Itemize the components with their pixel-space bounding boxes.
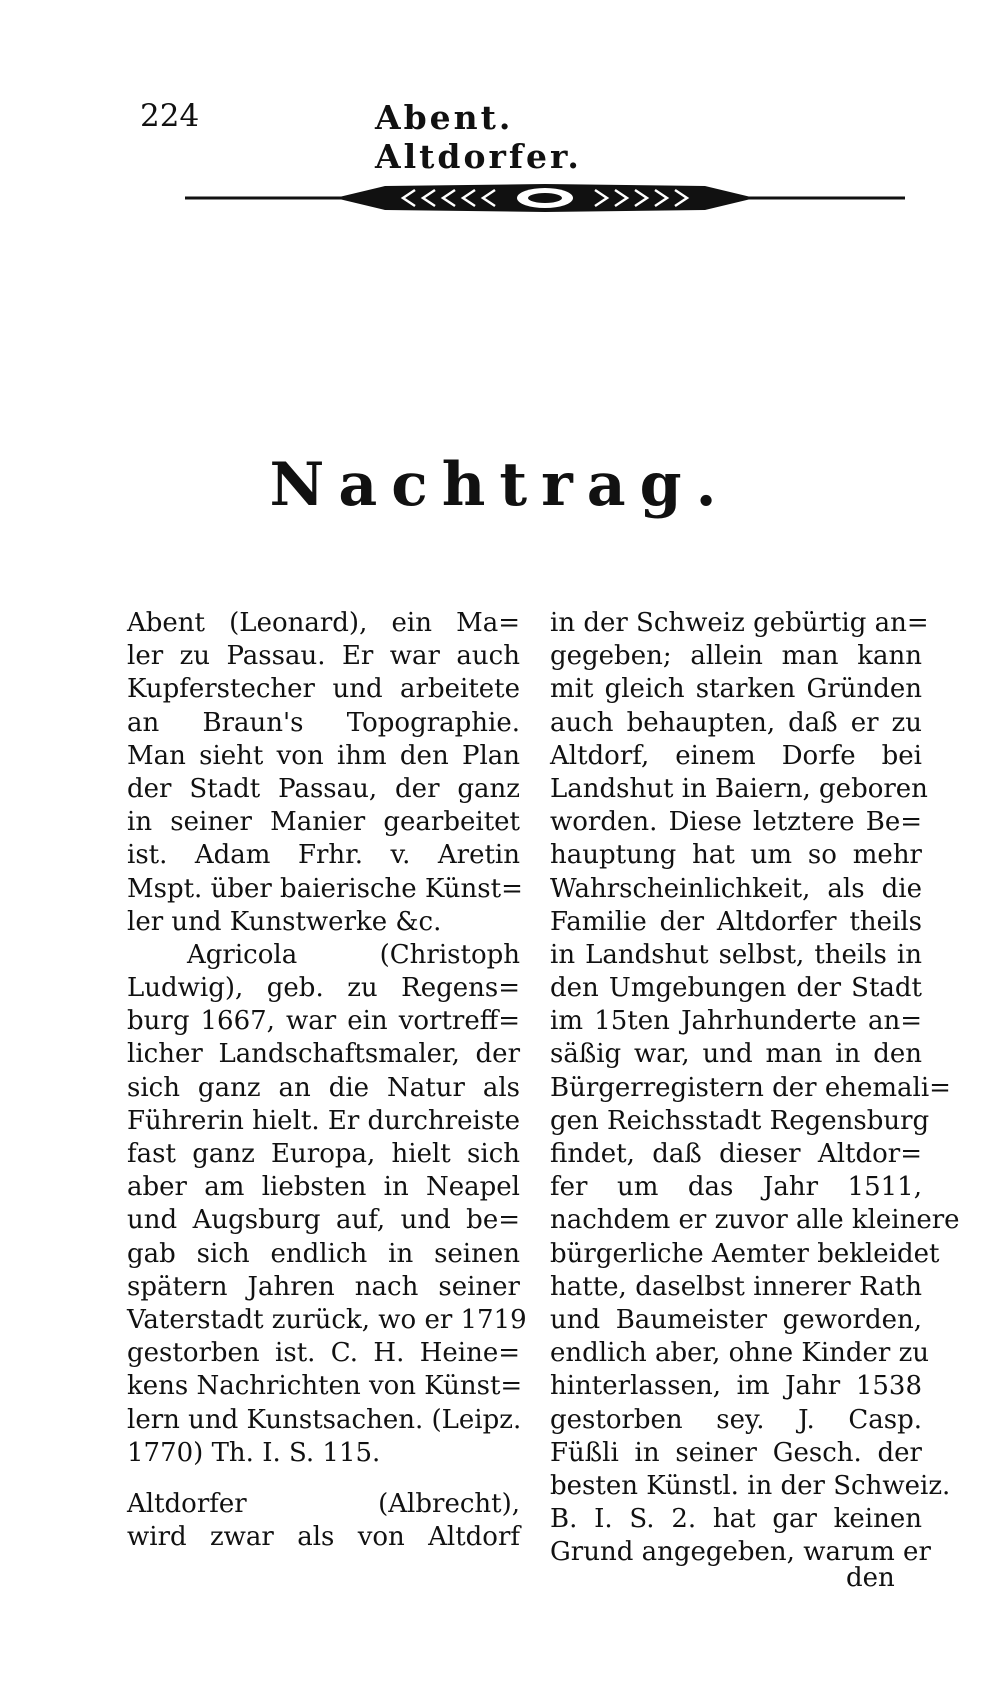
- text-line: den Umgebungen der Stadt: [550, 973, 922, 1004]
- text-line: an Braun's Topographie.: [127, 707, 520, 738]
- text-line: in der Schweiz gebürtig an=: [550, 608, 929, 638]
- text-line: Familie der Altdorfer theils: [550, 906, 922, 937]
- text-line: gen Reichsstadt Regensburg: [550, 1105, 930, 1136]
- text-line: hinterlassen, im Jahr 1538: [550, 1371, 922, 1402]
- text-line: Man sieht von ihm den Plan: [127, 740, 520, 771]
- text-line: Altdorf, einem Dorfe bei: [550, 740, 922, 771]
- text-line: gab sich endlich in seinen: [127, 1238, 520, 1269]
- text-line: ler und Kunstwerke &c.: [127, 906, 442, 937]
- text-line: endlich aber, ohne Kinder zu: [550, 1338, 930, 1369]
- text-line: Abent (Leonard), ein Ma=: [127, 608, 520, 638]
- text-line: 1770) Th. I. S. 115.: [127, 1437, 381, 1468]
- catchword: den: [846, 1563, 895, 1593]
- text-line: gegeben; allein man kann: [550, 641, 922, 672]
- text-line: in seiner Manier gearbeitet: [127, 807, 520, 838]
- text-line: spätern Jahren nach seiner: [127, 1271, 520, 1302]
- text-line: kens Nachrichten von Künst=: [127, 1371, 523, 1402]
- running-head: [140, 98, 700, 176]
- text-line: aber am liebsten in Neapel: [127, 1172, 520, 1203]
- text-line: und Augsburg auf, und be=: [127, 1205, 520, 1236]
- text-line: findet, daß dieser Altdor=: [550, 1139, 922, 1169]
- text-line: Landshut in Baiern, geboren: [550, 773, 928, 804]
- decorative-rule-ornament-icon: [185, 180, 905, 216]
- text-line: der Stadt Passau, der ganz: [127, 773, 520, 804]
- text-line: und Baumeister geworden,: [550, 1304, 922, 1335]
- text-line: in Landshut selbst, theils in: [550, 939, 922, 970]
- running-title: Abent. Altdorfer.: [375, 98, 582, 176]
- text-line: Wahrscheinlichkeit, als die: [550, 873, 922, 904]
- text-line: ler zu Passau. Er war auch: [127, 641, 520, 672]
- text-line: fer um das Jahr 1511,: [550, 1172, 922, 1203]
- text-line: bürgerliche Aemter bekleidet: [550, 1238, 940, 1269]
- text-line: Füßli in seiner Gesch. der: [550, 1437, 922, 1468]
- text-line: hatte, daselbst innerer Rath: [550, 1271, 922, 1302]
- text-line: Mspt. über baierische Künst=: [127, 873, 523, 904]
- text-line: auch behaupten, daß er zu: [550, 707, 922, 738]
- section-heading: Nachtrag.: [269, 450, 731, 520]
- text-line: Vaterstadt zurück, wo er 1719: [127, 1304, 527, 1335]
- text-line: B. I. S. 2. hat gar keinen: [550, 1504, 922, 1535]
- text-line: Agricola (Christoph: [187, 939, 520, 970]
- text-line: fast ganz Europa, hielt sich: [127, 1139, 520, 1169]
- text-line: Grund angegeben, warum er: [550, 1537, 931, 1568]
- text-line: besten Künstl. in der Schweiz.: [550, 1470, 951, 1501]
- page-number: 224: [140, 98, 200, 134]
- text-line: hauptung hat um so mehr: [550, 840, 922, 871]
- right-text-column: [550, 607, 960, 1569]
- text-line: mit gleich starken Gründen: [550, 674, 922, 705]
- text-line: im 15ten Jahrhunderte an=: [550, 1006, 922, 1037]
- text-line: Führerin hielt. Er durchreiste: [127, 1105, 520, 1136]
- text-line: ist. Adam Frhr. v. Aretin: [127, 840, 520, 871]
- text-line: Altdorfer (Albrecht),: [127, 1488, 520, 1519]
- text-line: säßig war, und man in den: [550, 1039, 922, 1070]
- text-line: wird zwar als von Altdorf: [127, 1522, 520, 1553]
- text-line: worden. Diese letztere Be=: [550, 807, 922, 838]
- text-line: burg 1667, war ein vortreff=: [127, 1006, 520, 1037]
- text-line: nachdem er zuvor alle kleinere: [550, 1205, 960, 1236]
- text-line: sich ganz an die Natur als: [127, 1072, 520, 1103]
- text-line: Ludwig), geb. zu Regens=: [127, 973, 520, 1004]
- text-line: lern und Kunstsachen. (Leipz.: [127, 1404, 522, 1435]
- text-line: gestorben sey. J. Casp.: [550, 1404, 922, 1435]
- entry-gap: [127, 1470, 520, 1488]
- text-line: Kupferstecher und arbeitete: [127, 674, 520, 705]
- text-line: gestorben ist. C. H. Heine=: [127, 1338, 520, 1369]
- text-line: Bürgerregistern der ehemali=: [550, 1072, 951, 1103]
- text-line: licher Landschaftsmaler, der: [127, 1039, 520, 1070]
- left-text-column: [127, 607, 527, 1554]
